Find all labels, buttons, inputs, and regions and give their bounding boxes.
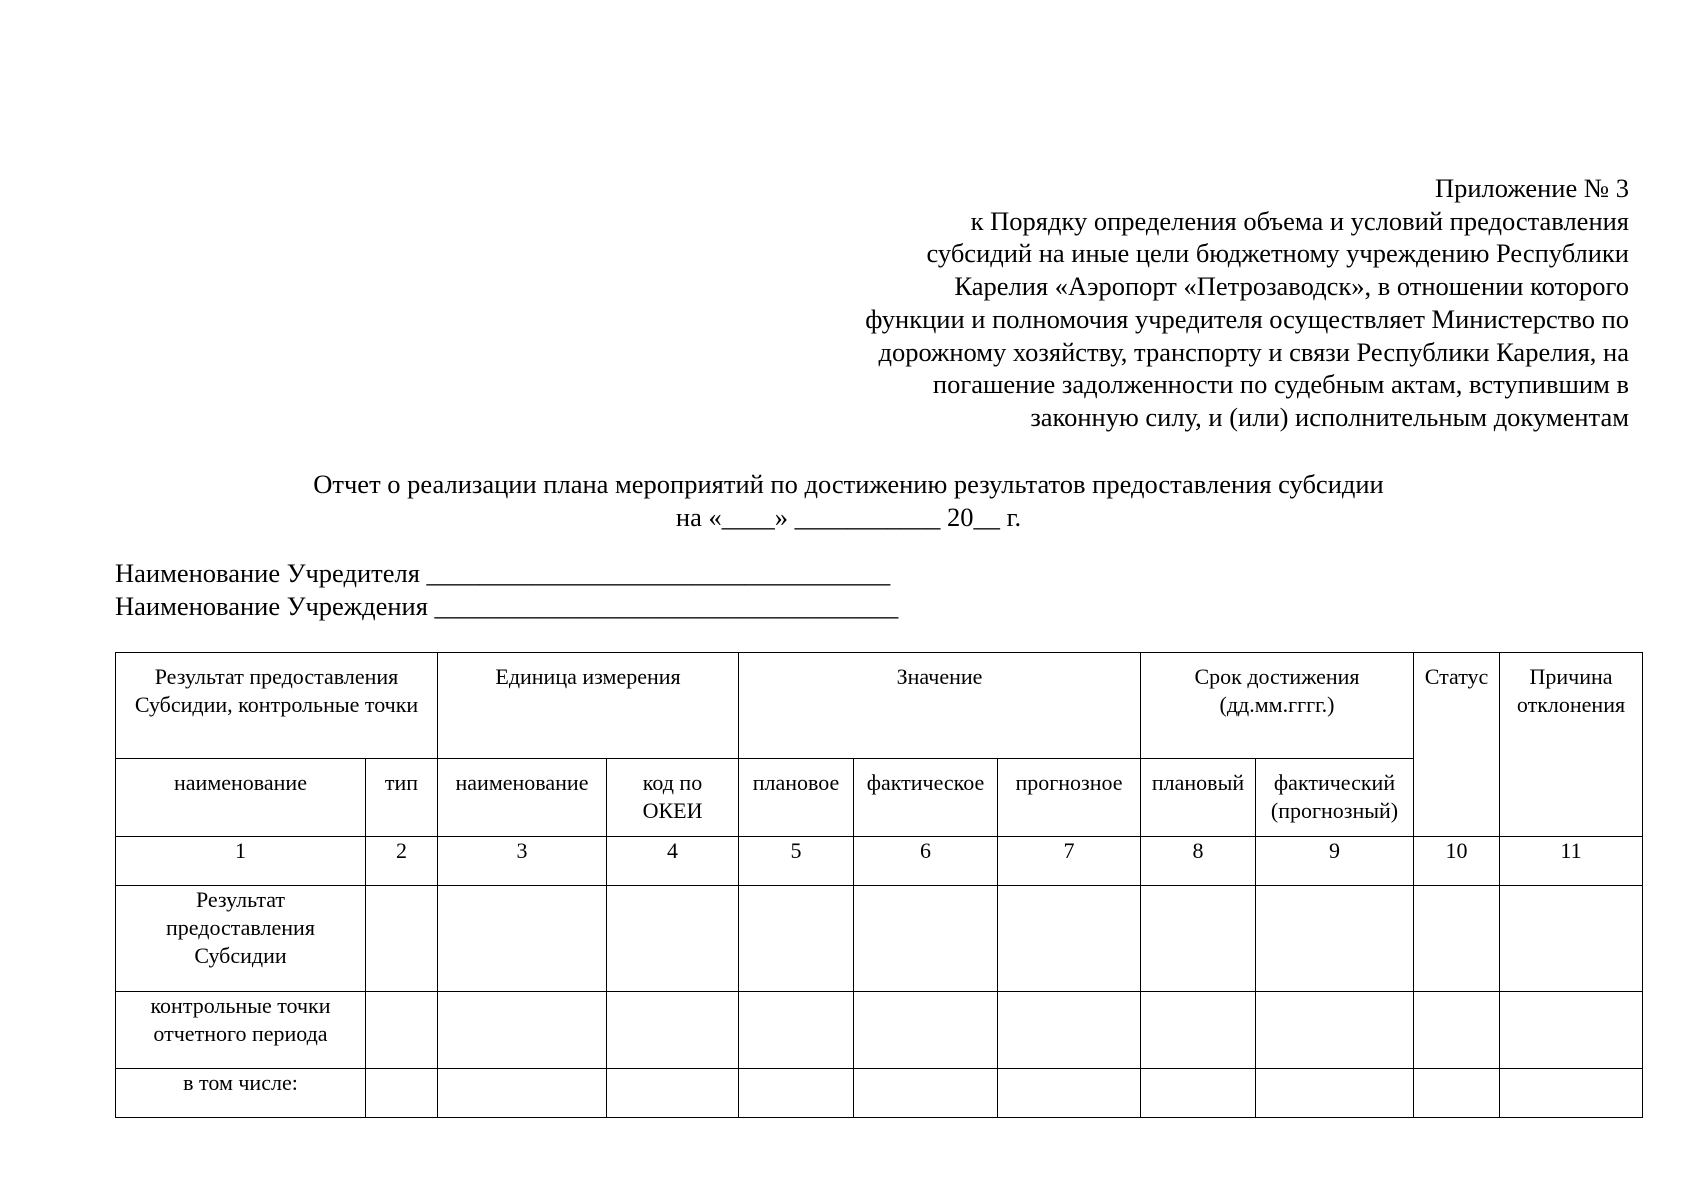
empty-cell <box>998 992 1141 1069</box>
column-number-row <box>116 837 1643 886</box>
empty-cell <box>607 886 739 992</box>
column-number: 3 <box>438 837 607 886</box>
empty-cell <box>854 1069 998 1118</box>
empty-cell <box>998 1069 1141 1118</box>
report-title-block <box>0 468 1697 534</box>
empty-cell <box>366 886 438 992</box>
row-label-checkpoints: контрольные точки отчетного периода <box>116 992 366 1069</box>
subheader-name: наименование <box>116 759 366 837</box>
table-row <box>116 886 1643 992</box>
appendix-line: погашение задолженности по судебным актам, вступившим в <box>932 369 1629 400</box>
column-number: 11 <box>1500 837 1643 886</box>
empty-cell <box>739 886 854 992</box>
column-number: 7 <box>998 837 1141 886</box>
empty-cell <box>854 992 998 1069</box>
empty-cell <box>1141 1069 1256 1118</box>
empty-cell <box>1141 992 1256 1069</box>
institution-name-field: Наименование Учреждения ___________________________________ <box>115 591 899 621</box>
empty-cell <box>1414 886 1500 992</box>
empty-cell <box>607 992 739 1069</box>
appendix-line: функции и полномочия учредителя осуществляет Министерство по <box>865 303 1629 334</box>
report-date-line: на «____» ___________ 20__ г. <box>675 502 1022 532</box>
header-row-sub <box>116 759 1643 837</box>
column-number: 9 <box>1256 837 1414 886</box>
subheader-forecast-value: прогнозное <box>998 759 1141 837</box>
table-row <box>116 1069 1643 1118</box>
empty-cell <box>1256 886 1414 992</box>
appendix-line: Карелия «Аэропорт «Петрозаводск», в отношении которого <box>954 271 1629 302</box>
empty-cell <box>607 1069 739 1118</box>
subheader-type: тип <box>366 759 438 837</box>
empty-cell <box>438 1069 607 1118</box>
appendix-line: Приложение № 3 <box>1434 173 1629 203</box>
subheader-unit-name: наименование <box>438 759 607 837</box>
appendix-line: законную силу, и (или) исполнительным документам <box>1030 401 1629 432</box>
table-row <box>116 992 1643 1069</box>
empty-cell <box>1500 1069 1643 1118</box>
header-value: Значение <box>739 653 1141 759</box>
column-number: 4 <box>607 837 739 886</box>
row-label-result: Результат предоставления Субсидии <box>116 886 366 992</box>
empty-cell <box>438 886 607 992</box>
column-number: 1 <box>116 837 366 886</box>
report-title: Отчет о реализации плана мероприятий по достижению результатов предоставления субсидии <box>313 469 1384 499</box>
header-reason: Причина отклонения <box>1500 653 1643 837</box>
header-result: Результат предоставления Субсидии, контрольные точки <box>116 653 438 759</box>
subheader-planned-value: плановое <box>739 759 854 837</box>
empty-cell <box>1256 1069 1414 1118</box>
subheader-actual-value: фактическое <box>854 759 998 837</box>
empty-cell <box>438 992 607 1069</box>
appendix-line: субсидий на иные цели бюджетному учреждению Республики <box>926 238 1629 269</box>
empty-cell <box>998 886 1141 992</box>
appendix-header <box>729 172 1629 434</box>
column-number: 10 <box>1414 837 1500 886</box>
empty-cell <box>1500 992 1643 1069</box>
row-label-including: в том числе: <box>116 1069 366 1118</box>
empty-cell <box>1414 1069 1500 1118</box>
header-deadline: Срок достижения (дд.мм.гггг.) <box>1141 653 1414 759</box>
empty-cell <box>739 992 854 1069</box>
empty-cell <box>1414 992 1500 1069</box>
empty-cell <box>1500 886 1643 992</box>
appendix-line: к Порядку определения объема и условий предоставления <box>970 205 1629 236</box>
empty-cell <box>1256 992 1414 1069</box>
column-number: 5 <box>739 837 854 886</box>
empty-cell <box>1141 886 1256 992</box>
subheader-okei: код по ОКЕИ <box>607 759 739 837</box>
subheader-actual-date: фактический (прогнозный) <box>1256 759 1414 837</box>
appendix-line: дорожному хозяйству, транспорту и связи Республики Карелия, на <box>878 336 1629 367</box>
empty-cell <box>366 1069 438 1118</box>
column-number: 2 <box>366 837 438 886</box>
report-table <box>115 652 1643 1118</box>
column-number: 6 <box>854 837 998 886</box>
names-block <box>115 557 898 623</box>
founder-name-field: Наименование Учредителя ___________________________________ <box>115 558 891 588</box>
empty-cell <box>366 992 438 1069</box>
header-status: Статус <box>1414 653 1500 837</box>
empty-cell <box>854 886 998 992</box>
header-unit: Единица измерения <box>438 653 739 759</box>
empty-cell <box>739 1069 854 1118</box>
column-number: 8 <box>1141 837 1256 886</box>
subheader-planned-date: плановый <box>1141 759 1256 837</box>
header-row-groups <box>116 653 1643 759</box>
